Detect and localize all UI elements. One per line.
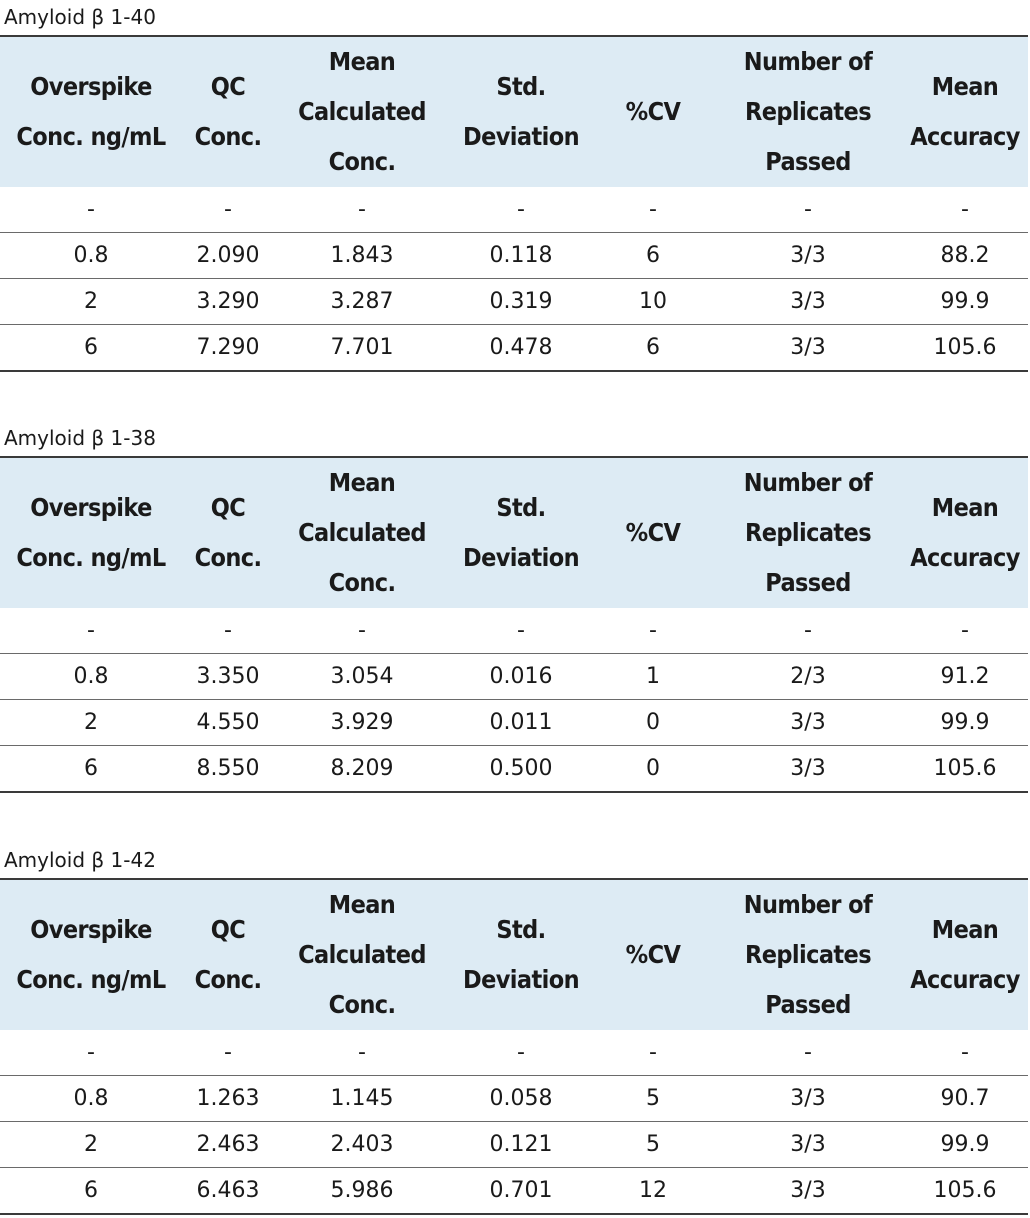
cell-mean-accuracy: 99.9 bbox=[902, 279, 1028, 325]
cell-cv: 10 bbox=[592, 279, 714, 325]
cell-mean-calculated-conc: 2.403 bbox=[274, 1122, 450, 1168]
cell-replicates-passed: 2/3 bbox=[714, 654, 902, 700]
table-row bbox=[0, 746, 1028, 793]
cell-mean-calculated-conc: 8.209 bbox=[274, 746, 450, 793]
cell-cv: - bbox=[592, 608, 714, 654]
cell-overspike-conc: 2 bbox=[0, 1122, 182, 1168]
section-title: Amyloid β 1-40 bbox=[4, 5, 156, 29]
cell-std-deviation: 0.701 bbox=[450, 1168, 592, 1215]
cell-std-deviation: 0.121 bbox=[450, 1122, 592, 1168]
cell-mean-accuracy: 99.9 bbox=[902, 1122, 1028, 1168]
header-row bbox=[0, 36, 1028, 187]
cell-replicates-passed: 3/3 bbox=[714, 700, 902, 746]
table-row bbox=[0, 608, 1028, 654]
col-header-cv: %CV bbox=[592, 36, 714, 187]
cell-cv: 6 bbox=[592, 325, 714, 372]
cell-cv: 5 bbox=[592, 1122, 714, 1168]
cell-qc-conc: 2.463 bbox=[182, 1122, 274, 1168]
section-title: Amyloid β 1-38 bbox=[4, 426, 156, 450]
cell-mean-calculated-conc: - bbox=[274, 187, 450, 233]
cell-cv: 1 bbox=[592, 654, 714, 700]
cell-std-deviation: 0.016 bbox=[450, 654, 592, 700]
col-header-mean-accuracy: Mean Accuracy bbox=[902, 36, 1028, 187]
col-header-std-deviation: Std. Deviation bbox=[450, 457, 592, 608]
col-header-mean-accuracy: Mean Accuracy bbox=[902, 879, 1028, 1030]
cell-mean-calculated-conc: 5.986 bbox=[274, 1168, 450, 1215]
cell-std-deviation: - bbox=[450, 187, 592, 233]
table-row bbox=[0, 187, 1028, 233]
cell-mean-calculated-conc: - bbox=[274, 1030, 450, 1076]
cell-qc-conc: - bbox=[182, 187, 274, 233]
cell-qc-conc: 4.550 bbox=[182, 700, 274, 746]
cell-overspike-conc: 2 bbox=[0, 279, 182, 325]
table-row bbox=[0, 279, 1028, 325]
cell-mean-accuracy: 99.9 bbox=[902, 700, 1028, 746]
data-table bbox=[0, 35, 1028, 372]
cell-qc-conc: 2.090 bbox=[182, 233, 274, 279]
cell-overspike-conc: 6 bbox=[0, 1168, 182, 1215]
cell-replicates-passed: - bbox=[714, 608, 902, 654]
col-header-qc-conc: QC Conc. bbox=[182, 457, 274, 608]
data-table bbox=[0, 456, 1028, 793]
table-row bbox=[0, 1122, 1028, 1168]
cell-std-deviation: 0.058 bbox=[450, 1076, 592, 1122]
cell-mean-calculated-conc: 3.287 bbox=[274, 279, 450, 325]
cell-std-deviation: 0.118 bbox=[450, 233, 592, 279]
table-row bbox=[0, 325, 1028, 372]
table-row bbox=[0, 700, 1028, 746]
cell-replicates-passed: - bbox=[714, 187, 902, 233]
cell-mean-accuracy: 88.2 bbox=[902, 233, 1028, 279]
cell-mean-accuracy: - bbox=[902, 187, 1028, 233]
table-row bbox=[0, 1168, 1028, 1215]
cell-std-deviation: 0.500 bbox=[450, 746, 592, 793]
cell-mean-calculated-conc: 1.843 bbox=[274, 233, 450, 279]
cell-mean-calculated-conc: 3.054 bbox=[274, 654, 450, 700]
header-row bbox=[0, 879, 1028, 1030]
col-header-cv: %CV bbox=[592, 879, 714, 1030]
cell-overspike-conc: 0.8 bbox=[0, 1076, 182, 1122]
cell-cv: - bbox=[592, 1030, 714, 1076]
col-header-mean-calculated-conc: Mean Calculated Conc. bbox=[274, 36, 450, 187]
cell-cv: 0 bbox=[592, 746, 714, 793]
cell-mean-accuracy: - bbox=[902, 608, 1028, 654]
cell-mean-accuracy: - bbox=[902, 1030, 1028, 1076]
col-header-mean-accuracy: Mean Accuracy bbox=[902, 457, 1028, 608]
cell-replicates-passed: 3/3 bbox=[714, 325, 902, 372]
cell-overspike-conc: 6 bbox=[0, 746, 182, 793]
cell-qc-conc: 6.463 bbox=[182, 1168, 274, 1215]
col-header-std-deviation: Std. Deviation bbox=[450, 879, 592, 1030]
cell-std-deviation: - bbox=[450, 1030, 592, 1076]
cell-mean-accuracy: 105.6 bbox=[902, 1168, 1028, 1215]
cell-cv: - bbox=[592, 187, 714, 233]
cell-qc-conc: 8.550 bbox=[182, 746, 274, 793]
cell-overspike-conc: - bbox=[0, 187, 182, 233]
cell-replicates-passed: 3/3 bbox=[714, 279, 902, 325]
table-row bbox=[0, 654, 1028, 700]
cell-qc-conc: 3.350 bbox=[182, 654, 274, 700]
section-title: Amyloid β 1-42 bbox=[4, 848, 156, 872]
cell-cv: 12 bbox=[592, 1168, 714, 1215]
cell-overspike-conc: 0.8 bbox=[0, 654, 182, 700]
cell-qc-conc: 1.263 bbox=[182, 1076, 274, 1122]
cell-mean-accuracy: 91.2 bbox=[902, 654, 1028, 700]
cell-mean-calculated-conc: 3.929 bbox=[274, 700, 450, 746]
col-header-overspike-conc: Overspike Conc. ng/mL bbox=[0, 457, 182, 608]
table-row bbox=[0, 1076, 1028, 1122]
col-header-cv: %CV bbox=[592, 457, 714, 608]
col-header-qc-conc: QC Conc. bbox=[182, 36, 274, 187]
col-header-replicates-passed: Number of Replicates Passed bbox=[714, 36, 902, 187]
col-header-replicates-passed: Number of Replicates Passed bbox=[714, 879, 902, 1030]
cell-cv: 0 bbox=[592, 700, 714, 746]
header-row bbox=[0, 457, 1028, 608]
cell-qc-conc: - bbox=[182, 608, 274, 654]
col-header-overspike-conc: Overspike Conc. ng/mL bbox=[0, 36, 182, 187]
cell-mean-calculated-conc: - bbox=[274, 608, 450, 654]
cell-overspike-conc: - bbox=[0, 608, 182, 654]
cell-qc-conc: 7.290 bbox=[182, 325, 274, 372]
cell-replicates-passed: 3/3 bbox=[714, 1076, 902, 1122]
cell-mean-accuracy: 90.7 bbox=[902, 1076, 1028, 1122]
cell-std-deviation: 0.011 bbox=[450, 700, 592, 746]
data-table bbox=[0, 878, 1028, 1215]
cell-replicates-passed: 3/3 bbox=[714, 1122, 902, 1168]
cell-overspike-conc: - bbox=[0, 1030, 182, 1076]
cell-qc-conc: 3.290 bbox=[182, 279, 274, 325]
cell-mean-accuracy: 105.6 bbox=[902, 325, 1028, 372]
cell-qc-conc: - bbox=[182, 1030, 274, 1076]
col-header-mean-calculated-conc: Mean Calculated Conc. bbox=[274, 879, 450, 1030]
col-header-overspike-conc: Overspike Conc. ng/mL bbox=[0, 879, 182, 1030]
table-row bbox=[0, 233, 1028, 279]
cell-cv: 5 bbox=[592, 1076, 714, 1122]
cell-mean-accuracy: 105.6 bbox=[902, 746, 1028, 793]
col-header-std-deviation: Std. Deviation bbox=[450, 36, 592, 187]
cell-std-deviation: 0.319 bbox=[450, 279, 592, 325]
col-header-qc-conc: QC Conc. bbox=[182, 879, 274, 1030]
cell-replicates-passed: 3/3 bbox=[714, 233, 902, 279]
cell-replicates-passed: - bbox=[714, 1030, 902, 1076]
cell-std-deviation: 0.478 bbox=[450, 325, 592, 372]
cell-mean-calculated-conc: 1.145 bbox=[274, 1076, 450, 1122]
cell-cv: 6 bbox=[592, 233, 714, 279]
col-header-mean-calculated-conc: Mean Calculated Conc. bbox=[274, 457, 450, 608]
cell-overspike-conc: 2 bbox=[0, 700, 182, 746]
cell-overspike-conc: 6 bbox=[0, 325, 182, 372]
cell-std-deviation: - bbox=[450, 608, 592, 654]
cell-replicates-passed: 3/3 bbox=[714, 1168, 902, 1215]
cell-replicates-passed: 3/3 bbox=[714, 746, 902, 793]
cell-overspike-conc: 0.8 bbox=[0, 233, 182, 279]
col-header-replicates-passed: Number of Replicates Passed bbox=[714, 457, 902, 608]
cell-mean-calculated-conc: 7.701 bbox=[274, 325, 450, 372]
table-row bbox=[0, 1030, 1028, 1076]
